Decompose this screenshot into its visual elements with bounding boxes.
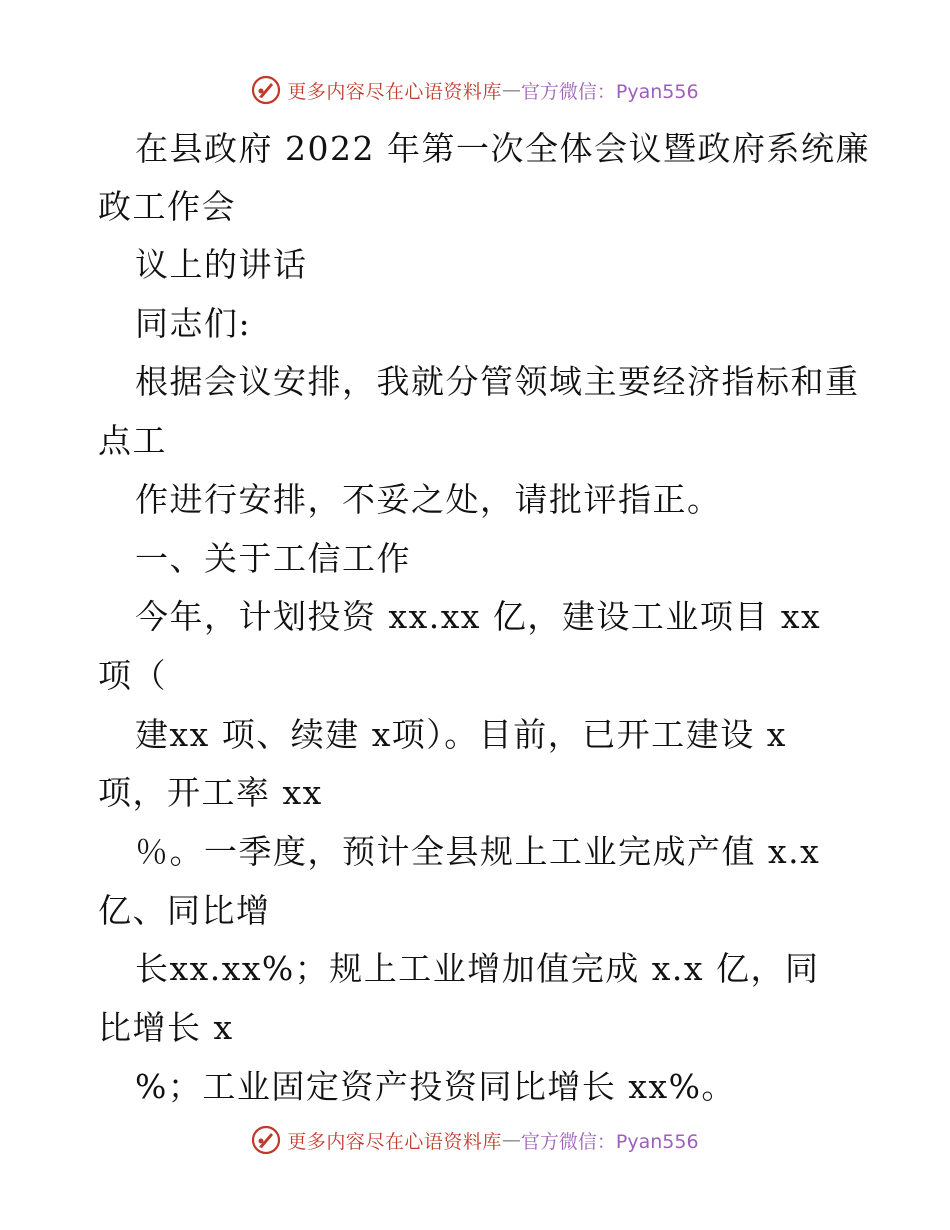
title-line-3: 议上的讲话 (135, 245, 308, 284)
body-line: ％。一季度，预计全县规上工业完成产值 x.x (135, 832, 821, 871)
body-line: 亿、同比增 (98, 891, 271, 930)
body-line: 根据会议安排，我就分管领域主要经济指标和重 (135, 362, 860, 401)
header-watermark (0, 70, 950, 110)
body-line: 今年，计划投资 xx.xx 亿，建设工业项目 xx (135, 597, 822, 636)
body-line: %；工业固定资产投资同比增长 xx%。 (135, 1067, 736, 1106)
body-line: 项（ (98, 656, 167, 695)
watermark-dash: — (501, 1129, 521, 1151)
body-line: 比增长 x (98, 1008, 234, 1047)
quill-logo-icon (251, 1125, 281, 1155)
body-line: 点工 (98, 421, 167, 460)
watermark-wechat: 官方微信：Pyan556 (520, 1130, 699, 1153)
body-line: 作进行安排，不妥之处，请批评指正。 (135, 480, 722, 519)
title-line-2: 政工作会 (98, 187, 236, 226)
body-line: 建xx 项、续建 x项）。目前，已开工建设 x (135, 715, 787, 754)
title-line-1: 在县政府 2022 年第一次全体会议暨政府系统廉 (135, 129, 870, 168)
footer-watermark (0, 1120, 950, 1160)
watermark-text: 更多内容尽在心语资料库 (287, 80, 502, 103)
watermark-dash: — (501, 79, 521, 101)
salutation: 同志们: (135, 304, 252, 343)
section-heading: 一、关于工信工作 (135, 539, 411, 578)
quill-logo-icon (251, 75, 281, 105)
body-line: 项，开工率 xx (98, 773, 323, 812)
body-line: 长xx.xx%；规上工业增加值完成 x.x 亿，同 (135, 949, 820, 988)
watermark-text: 更多内容尽在心语资料库 (287, 1130, 502, 1153)
watermark-wechat: 官方微信：Pyan556 (520, 80, 699, 103)
